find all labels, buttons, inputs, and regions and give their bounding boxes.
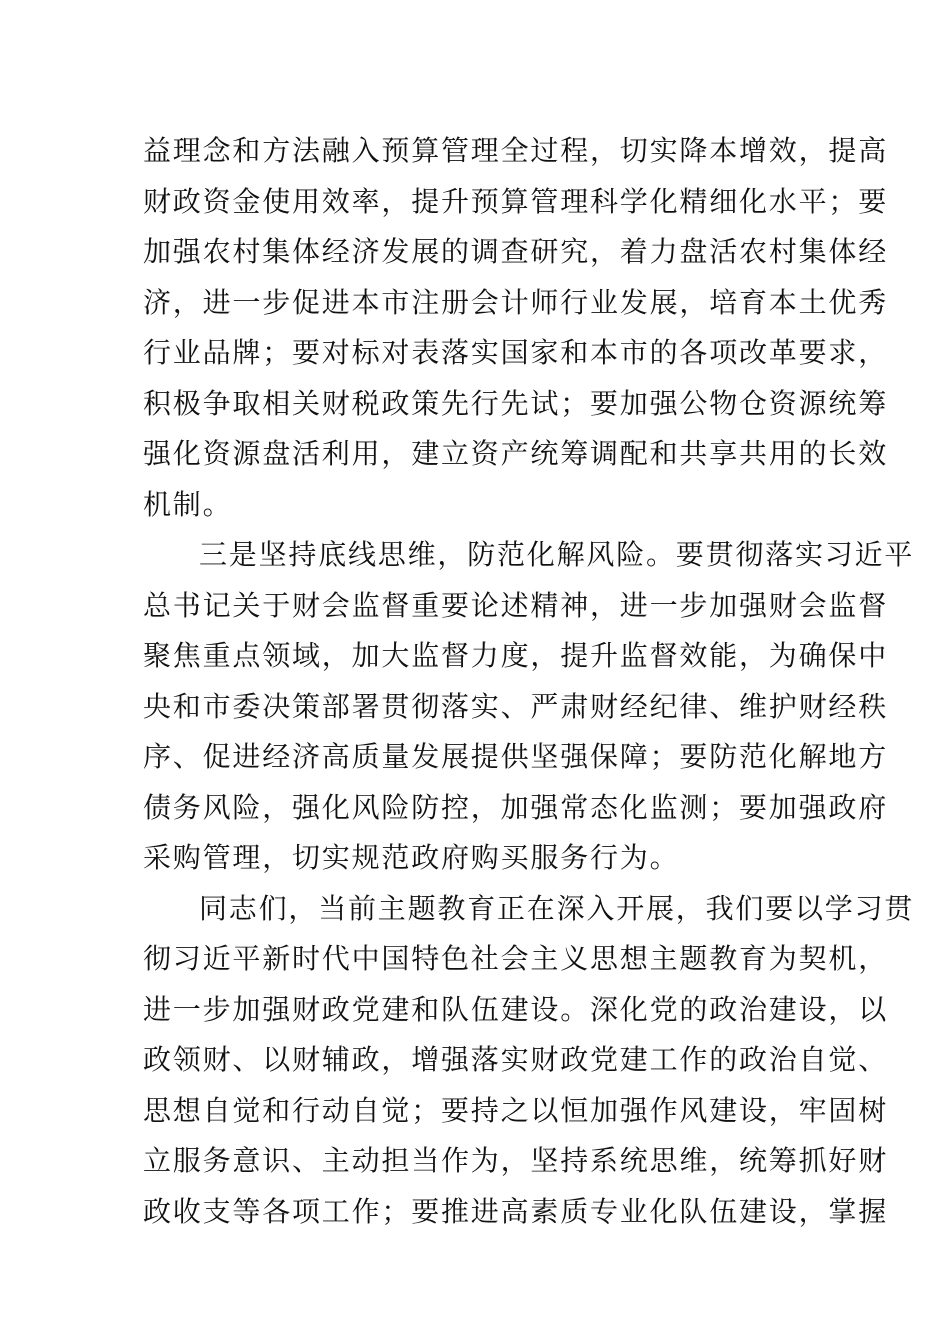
paragraph-start-line-9: 三是坚持底线思维，防范化解风险。要贯彻落实习近平 bbox=[199, 538, 915, 571]
text-line-10: 总书记关于财会监督重要论述精神，进一步加强财会监督 bbox=[143, 588, 889, 622]
text-line-1: 益理念和方法融入预算管理全过程，切实降本增效，提高 bbox=[143, 134, 889, 167]
text-line-7: 强化资源盘活利用，建立资产统筹调配和共享共用的长效 bbox=[143, 437, 889, 470]
text-line-11: 聚焦重点领域，加大监督力度，提升监督效能，为确保中 bbox=[143, 639, 889, 672]
text-line-21: 立服务意识、主动担当作为，坚持系统思维，统筹抓好财 bbox=[143, 1144, 889, 1177]
text-line-13: 序、促进经济高质量发展提供坚强保障；要防范化解地方 bbox=[143, 740, 889, 773]
text-line-12: 央和市委决策部署贯彻落实、严肃财经纪律、维护财经秩 bbox=[143, 689, 889, 723]
paragraph-start-line-16: 同志们，当前主题教育正在深入开展，我们要以学习贯 bbox=[199, 891, 915, 925]
text-line-20: 思想自觉和行动自觉；要持之以恒加强作风建设，牢固树 bbox=[143, 1093, 889, 1127]
text-line-22: 政收支等各项工作；要推进高素质专业化队伍建设，掌握 bbox=[143, 1194, 889, 1228]
text-line-15: 采购管理，切实规范政府购买服务行为。 bbox=[143, 841, 680, 874]
text-line-19: 政领财、以财辅政，增强落实财政党建工作的政治自觉、 bbox=[143, 1043, 889, 1076]
text-line-6: 积极争取相关财税政策先行先试；要加强公物仓资源统筹 bbox=[143, 386, 889, 420]
text-line-4: 济，进一步促进本市注册会计师行业发展，培育本土优秀 bbox=[143, 285, 889, 319]
text-line-5: 行业品牌；要对标对表落实国家和本市的各项改革要求， bbox=[143, 336, 889, 369]
text-line-8: 机制。 bbox=[143, 487, 233, 521]
document-body bbox=[143, 126, 915, 1237]
text-line-3: 加强农村集体经济发展的调查研究，着力盘活农村集体经 bbox=[143, 235, 889, 268]
text-line-2: 财政资金使用效率，提升预算管理科学化精细化水平；要 bbox=[143, 184, 889, 218]
text-line-18: 进一步加强财政党建和队伍建设。深化党的政治建设，以 bbox=[143, 992, 889, 1026]
text-line-14: 债务风险，强化风险防控，加强常态化监测；要加强政府 bbox=[143, 790, 889, 824]
text-line-17: 彻习近平新时代中国特色社会主义思想主题教育为契机， bbox=[143, 942, 889, 975]
